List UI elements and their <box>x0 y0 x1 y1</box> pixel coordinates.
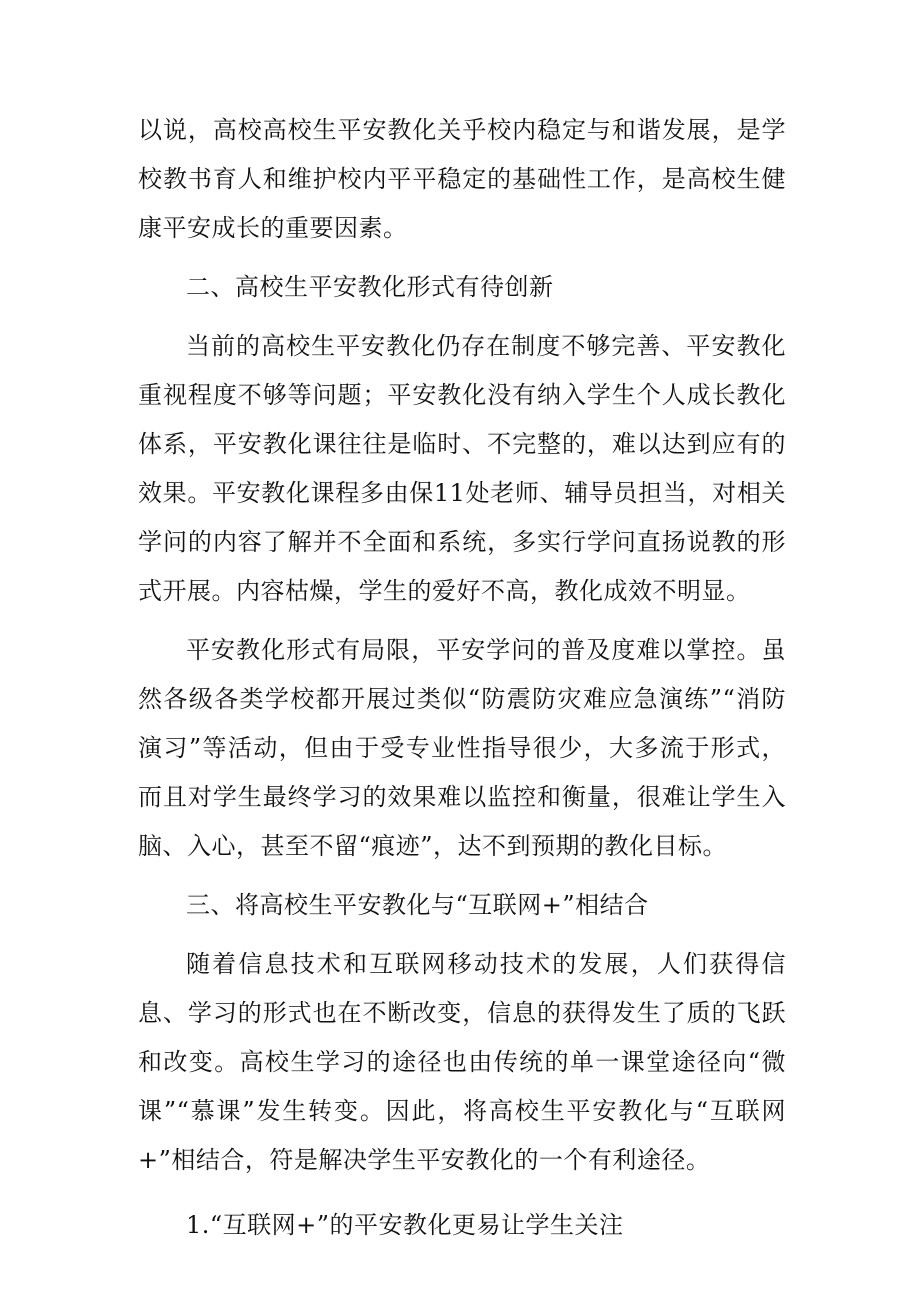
paragraph-form-limitations: 平安教化形式有局限，平安学问的普及度难以掌控。虽然各级各类学校都开展过类似“防震防灾难应急演练”“消防演习”等活动，但由于受专业性指导很少，大多流于形式，而且对学生最终学习的效果难以监控和衡量，很难让学生入脑、入心，甚至不留“痕迹”，达不到预期的教化目标。 <box>138 636 786 860</box>
section-heading-2: 二、高校生平安教化形式有待创新 <box>186 273 554 301</box>
paragraph-continuation: 以说，高校高校生平安教化关乎校内稳定与和谐发展，是学校教书育人和维护校内平平稳定的基础性工作，是高校生健康平安成长的重要因素。 <box>138 116 786 242</box>
section-heading-3: 三、将高校生平安教化与“互联网+”相结合 <box>186 891 649 919</box>
document-body <box>138 106 786 1250</box>
subsection-heading-1: 1.“互联网+”的平安教化更易让学生关注 <box>186 1211 624 1239</box>
paragraph-internet-development: 随着信息技术和互联网移动技术的发展，人们获得信息、学习的形式也在不断改变，信息的获得发生了质的飞跃和改变。高校生学习的途径也由传统的单一课堂途径向“微课”“慕课”发生转变。因此，将高校生平安教化与“互联网+”相结合，符是解决学生平安教化的一个有利途径。 <box>138 950 786 1174</box>
paragraph-current-issues: 当前的高校生平安教化仍存在制度不够完善、平安教化重视程度不够等问题；平安教化没有纳入学生个人成长教化体系，平安教化课往往是临时、不完整的，难以达到应有的效果。平安教化课程多由保11处老师、辅导员担当，对相关学问的内容了解并不全面和系统，多实行学问直扬说教的形式开展。内容枯燥，学生的爱好不高，教化成效不明显。 <box>138 332 786 605</box>
